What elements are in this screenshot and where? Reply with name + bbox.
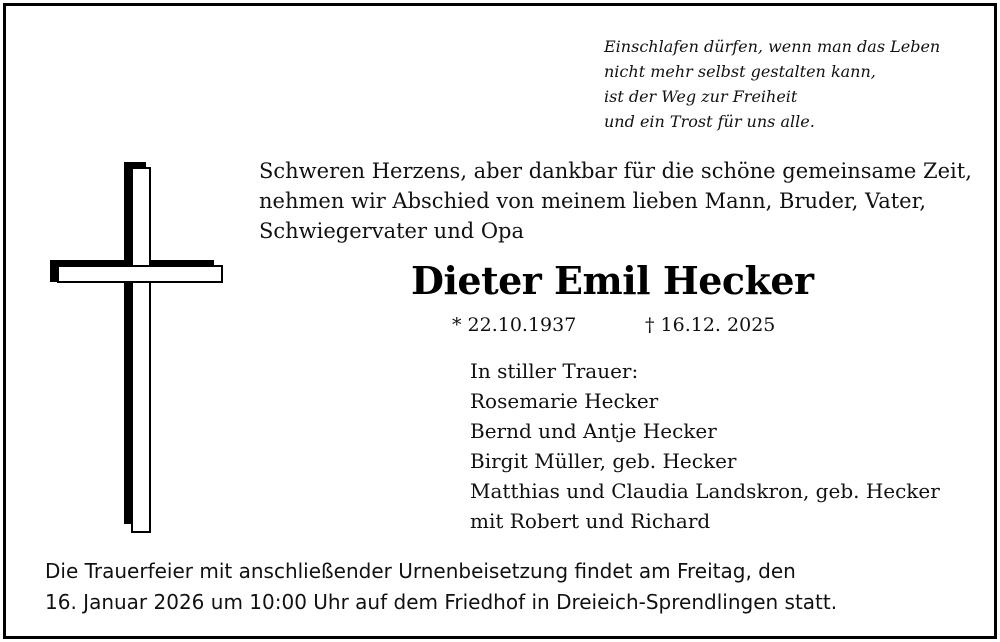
mourners-list: [470, 356, 990, 536]
cross-icon: [50, 162, 225, 534]
funeral-line: 16. Januar 2026 um 10:00 Uhr auf dem Friedhof in Dreieich-Sprendlingen statt.: [45, 590, 838, 614]
mourner-name: Bernd und Antje Hecker: [470, 419, 717, 443]
death-date: † 16.12. 2025: [645, 314, 776, 336]
poem-verse: [604, 34, 984, 134]
funeral-line: Die Trauerfeier mit anschließender Urnenbeisetzung findet am Freitag, den: [45, 559, 796, 583]
mourner-name: Rosemarie Hecker: [470, 389, 659, 413]
intro-line: Schweren Herzens, aber dankbar für die schöne gemeinsame Zeit,: [259, 159, 972, 183]
mourners-heading: In stiller Trauer:: [470, 359, 639, 383]
funeral-notice: [45, 556, 990, 618]
mourner-name: Matthias und Claudia Landskron, geb. Hecker: [470, 479, 940, 503]
poem-line: und ein Trost für uns alle.: [604, 112, 815, 131]
intro-line: nehmen wir Abschied von meinem lieben Mann, Bruder, Vater,: [259, 189, 926, 213]
poem-line: nicht mehr selbst gestalten kann,: [604, 62, 876, 81]
deceased-name: Dieter Emil Hecker: [411, 258, 814, 303]
poem-line: Einschlafen dürfen, wenn man das Leben: [604, 37, 941, 56]
intro-text: [259, 156, 989, 246]
mourner-name: Birgit Müller, geb. Hecker: [470, 449, 737, 473]
mourner-name: mit Robert und Richard: [470, 509, 711, 533]
intro-line: Schwiegervater und Opa: [259, 219, 525, 243]
birth-date: * 22.10.1937: [452, 314, 577, 336]
poem-line: ist der Weg zur Freiheit: [604, 87, 798, 106]
